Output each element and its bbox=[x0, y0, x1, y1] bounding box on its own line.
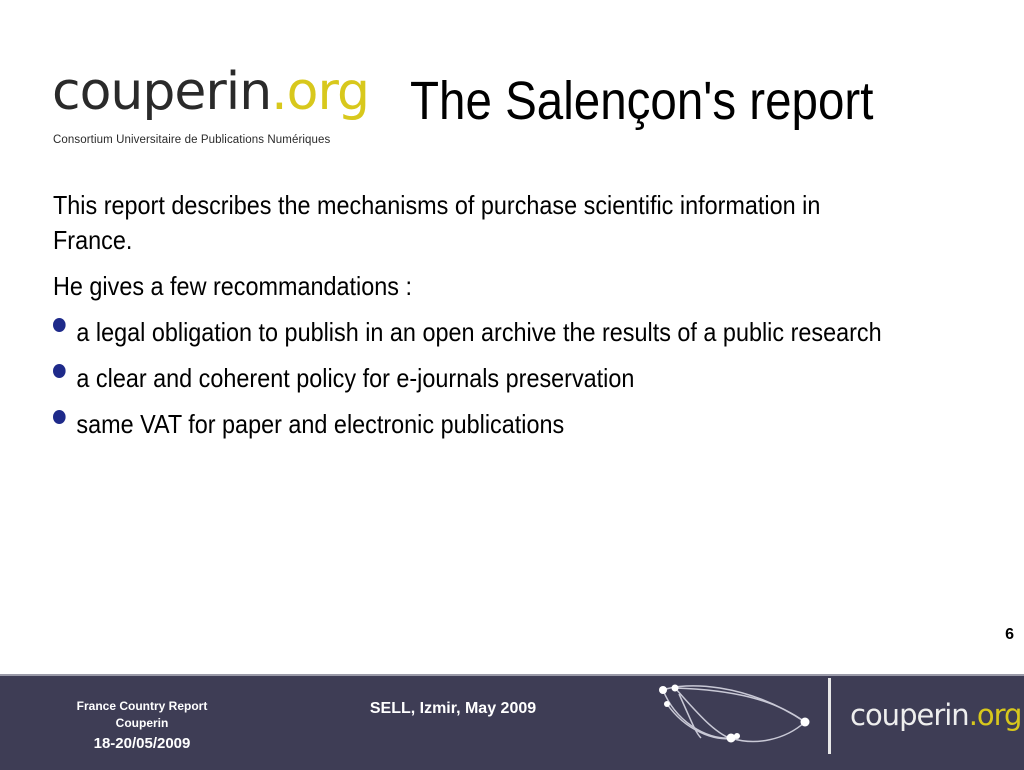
couperin-logo bbox=[52, 62, 369, 154]
footer-event: SELL, Izmir, May 2009 bbox=[369, 700, 537, 717]
bullet-icon bbox=[53, 410, 66, 424]
footer-date: 18-20/05/2009 bbox=[93, 735, 191, 752]
list-item bbox=[53, 407, 890, 442]
footer-logo-main: couperin bbox=[850, 698, 969, 732]
paragraph-2: He gives a few recommandations : bbox=[53, 271, 412, 301]
footer-org: Couperin bbox=[115, 716, 169, 730]
page-number: 6 bbox=[1005, 626, 1014, 643]
logo-subtitle: Consortium Universitaire de Publications Numériques bbox=[53, 134, 331, 146]
logo-wordmark bbox=[52, 62, 369, 122]
recommendation-list bbox=[53, 315, 890, 442]
network-graphic-icon bbox=[655, 680, 825, 756]
logo-suffix-text: .org bbox=[271, 62, 369, 122]
slide-body bbox=[53, 188, 890, 453]
footer-report-info bbox=[62, 698, 222, 752]
footer-divider bbox=[828, 678, 831, 754]
footer-bar bbox=[0, 674, 1024, 770]
paragraph-1: This report describes the mechanisms of purchase scientific information in France. bbox=[53, 190, 821, 255]
footer-logo bbox=[850, 698, 1021, 732]
logo-main-text: couperin bbox=[52, 62, 272, 122]
bullet-icon bbox=[53, 318, 66, 332]
bullet-icon bbox=[53, 364, 66, 378]
bullet-text: a legal obligation to publish in an open archive the results of a public research bbox=[76, 317, 882, 347]
list-item bbox=[53, 361, 890, 396]
footer-report-title: France Country Report bbox=[76, 699, 208, 713]
bullet-text: a clear and coherent policy for e-journals preservation bbox=[76, 363, 635, 393]
footer-logo-suffix: .org bbox=[968, 698, 1022, 732]
list-item bbox=[53, 315, 890, 350]
slide-title: The Salençon's report bbox=[410, 71, 874, 131]
bullet-text: same VAT for paper and electronic publications bbox=[76, 409, 565, 439]
